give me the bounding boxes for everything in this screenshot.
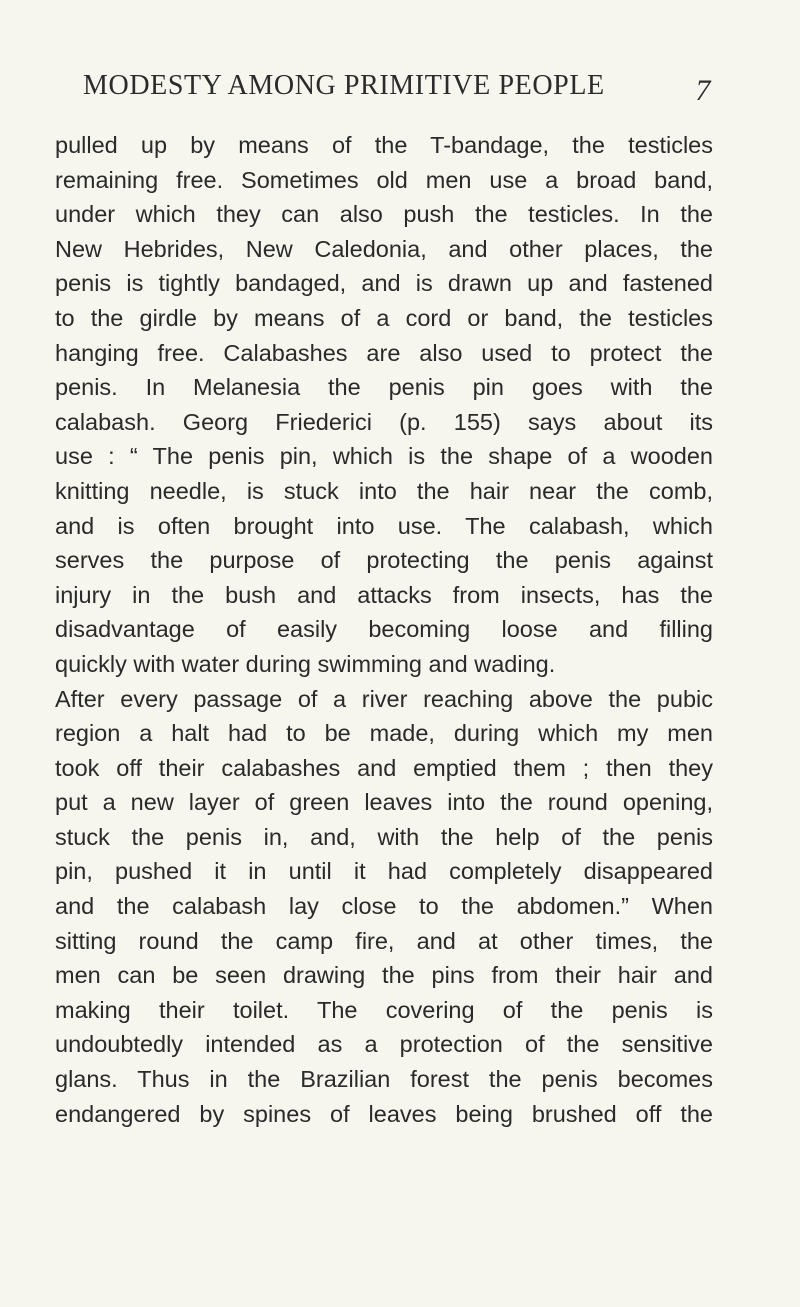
text-line: penis. In Melanesia the penis pin goes with the xyxy=(55,374,713,401)
text-line: pulled up by means of the T-bandage, the testicles xyxy=(55,132,713,158)
text-line: hanging free. Calabashes are also used to protect the xyxy=(55,339,713,366)
running-head xyxy=(83,70,711,110)
text-line: put a new layer of green leaves into the round opening, xyxy=(55,789,713,816)
text-line: took off their calabashes and emptied them ; then they xyxy=(55,754,713,781)
text-line: making their toilet. The covering of the penis is xyxy=(55,996,713,1023)
text-line: and is often brought into use. The calabash, which xyxy=(55,512,713,539)
text-line: to the girdle by means of a cord or band, the testicles xyxy=(55,304,713,331)
text-line: knitting needle, is stuck into the hair near the comb, xyxy=(55,477,713,504)
text-line: undoubtedly intended as a protection of the sensitive xyxy=(55,1031,713,1058)
text-line: quickly with water during swimming and wading. xyxy=(55,650,556,677)
text-line: under which they can also push the testicles. In the xyxy=(55,201,713,228)
text-line: After every passage of a river reaching above the pubic xyxy=(55,685,713,712)
text-line: sitting round the camp fire, and at other times, the xyxy=(55,927,713,954)
page-number: 7 xyxy=(695,74,711,107)
text-line: New Hebrides, New Caledonia, and other places, the xyxy=(55,235,713,262)
running-title: MODESTY AMONG PRIMITIVE PEOPLE xyxy=(83,70,605,101)
text-line: penis is tightly bandaged, and is drawn up and fastened xyxy=(55,270,713,297)
text-line: stuck the penis in, and, with the help of the penis xyxy=(55,823,713,850)
text-line: and the calabash lay close to the abdomen.” When xyxy=(55,893,713,920)
body-text xyxy=(55,128,713,1131)
text-line: pin, pushed it in until it had completely disappeared xyxy=(55,858,713,885)
text-line: use : “ The penis pin, which is the shape of a wooden xyxy=(55,443,713,470)
text-line: remaining free. Sometimes old men use a broad band, xyxy=(55,166,713,193)
text-line: endangered by spines of leaves being brushed off the xyxy=(55,1100,713,1127)
text-line: glans. Thus in the Brazilian forest the penis becomes xyxy=(55,1066,713,1093)
text-line: disadvantage of easily becoming loose and filling xyxy=(55,616,713,643)
text-line: serves the purpose of protecting the penis against xyxy=(55,547,713,574)
text-line: men can be seen drawing the pins from their hair and xyxy=(55,962,713,989)
text-line: injury in the bush and attacks from insects, has the xyxy=(55,581,713,608)
text-line: calabash. Georg Friederici (p. 155) says about its xyxy=(55,408,713,435)
text-line: region a halt had to be made, during which my men xyxy=(55,720,713,747)
